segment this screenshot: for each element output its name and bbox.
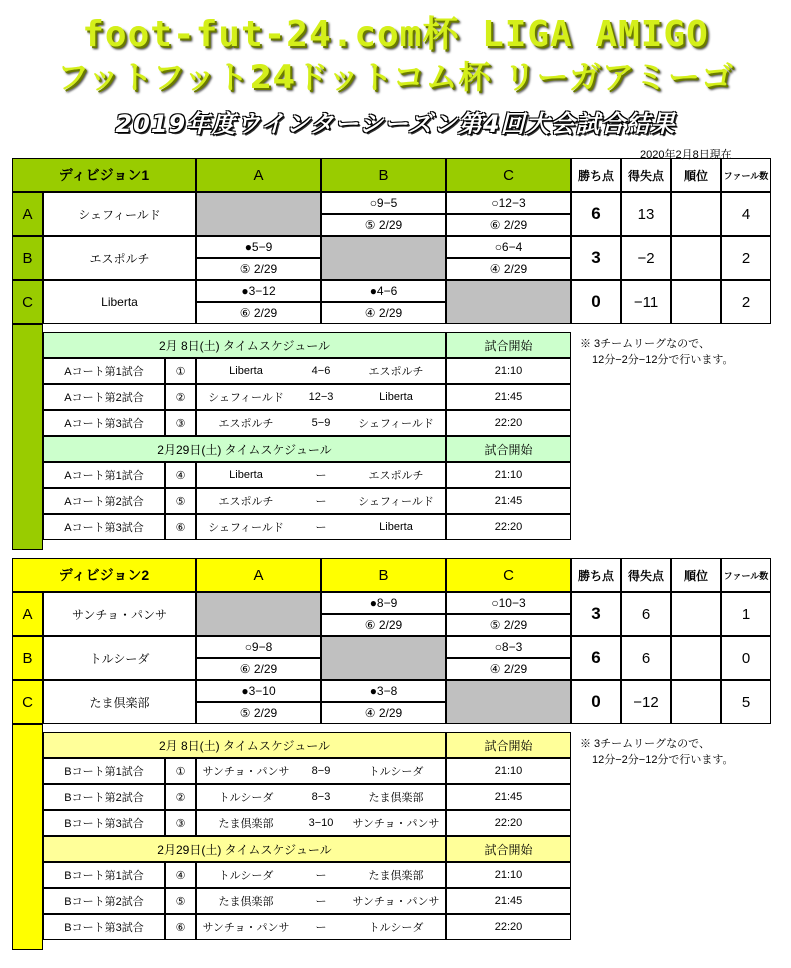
schedule-away-team: サンチョ・パンサ	[352, 818, 440, 830]
schedule-start-time: 21:10	[446, 358, 571, 384]
schedule-home-team: サンチョ・パンサ	[202, 922, 290, 934]
schedule-court: Aコート第2試合	[43, 488, 165, 514]
col-header-c: C	[446, 158, 571, 192]
schedule-away-team: シェフィールド	[358, 418, 434, 430]
col-header-c: C	[446, 558, 571, 592]
col-header-points: 勝ち点	[571, 558, 621, 592]
match-date: ⑤ 2/29	[446, 614, 571, 636]
schedule-title: 2月29日(土) タイムスケジュール	[43, 836, 446, 862]
schedule-court: Aコート第3試合	[43, 514, 165, 540]
schedule-match-frame	[196, 862, 446, 888]
schedule-match-frame	[196, 410, 446, 436]
schedule-start-header: 試合開始	[446, 436, 571, 462]
team-name: たま倶楽部	[43, 680, 196, 724]
schedule-match-number: ⑤	[165, 488, 196, 514]
schedule-match-number: ④	[165, 462, 196, 488]
match-date: ⑥ 2/29	[446, 214, 571, 236]
schedule-away-team: サンチョ・パンサ	[352, 896, 440, 908]
schedule-away-team: たま倶楽部	[368, 870, 424, 882]
col-header-goal-diff: 得失点	[621, 558, 671, 592]
schedule-match-frame	[196, 784, 446, 810]
schedule-match-frame	[196, 488, 446, 514]
team-name: サンチョ・パンサ	[43, 592, 196, 636]
schedule-start-header: 試合開始	[446, 332, 571, 358]
points-value: 3	[571, 592, 621, 636]
schedule-start-time: 22:20	[446, 810, 571, 836]
schedule-match-frame	[196, 384, 446, 410]
fouls-value: 0	[721, 636, 771, 680]
schedule-score: ー	[315, 922, 327, 934]
schedule-side-bar	[12, 324, 43, 550]
col-header-a: A	[196, 158, 321, 192]
self-match-cell	[321, 636, 446, 680]
schedule-court: Aコート第2試合	[43, 384, 165, 410]
rank-value	[671, 192, 721, 236]
col-header-rank: 順位	[671, 558, 721, 592]
schedule-match-frame	[196, 810, 446, 836]
match-result: ○8−3	[446, 636, 571, 658]
schedule-match-number: ①	[165, 358, 196, 384]
rank-value	[671, 236, 721, 280]
schedule-court: Bコート第1試合	[43, 758, 165, 784]
schedule-home-team: エスポルチ	[218, 418, 274, 430]
schedule-match-number: ③	[165, 810, 196, 836]
schedule-score: ー	[315, 496, 327, 508]
schedule-start-time: 22:20	[446, 514, 571, 540]
schedule-court: Aコート第1試合	[43, 462, 165, 488]
goal-diff-value: 6	[621, 592, 671, 636]
match-date: ⑤ 2/29	[321, 214, 446, 236]
team-name: トルシーダ	[43, 636, 196, 680]
schedule-score: ー	[315, 870, 327, 882]
schedule-match-number: ①	[165, 758, 196, 784]
schedule-home-team: Liberta	[229, 365, 263, 377]
self-match-cell	[446, 280, 571, 324]
schedule-court: Aコート第3試合	[43, 410, 165, 436]
fouls-value: 4	[721, 192, 771, 236]
schedule-court: Bコート第3試合	[43, 914, 165, 940]
match-date: ⑥ 2/29	[321, 614, 446, 636]
schedule-away-team: Liberta	[379, 391, 413, 403]
schedule-match-frame	[196, 914, 446, 940]
schedule-start-time: 21:45	[446, 384, 571, 410]
match-date: ④ 2/29	[321, 702, 446, 724]
schedule-title: 2月 8日(土) タイムスケジュール	[43, 332, 446, 358]
self-match-cell	[446, 680, 571, 724]
schedule-start-time: 21:45	[446, 888, 571, 914]
match-date: ⑤ 2/29	[196, 702, 321, 724]
col-header-fouls: ファール数	[721, 158, 771, 192]
schedule-away-team: エスポルチ	[368, 470, 424, 482]
schedule-court: Bコート第3試合	[43, 810, 165, 836]
schedule-score: ー	[315, 470, 327, 482]
schedule-match-number: ⑤	[165, 888, 196, 914]
team-name: シェフィールド	[43, 192, 196, 236]
schedule-start-header: 試合開始	[446, 732, 571, 758]
schedule-away-team: トルシーダ	[368, 766, 424, 778]
match-result: ●5−9	[196, 236, 321, 258]
team-name: エスポルチ	[43, 236, 196, 280]
schedule-note-line-1: ※ 3チームリーグなので、	[580, 338, 710, 350]
schedule-note-line-1: ※ 3チームリーグなので、	[580, 738, 710, 750]
col-header-rank: 順位	[671, 158, 721, 192]
schedule-score: ー	[315, 896, 327, 908]
fouls-value: 1	[721, 592, 771, 636]
match-result: ●3−12	[196, 280, 321, 302]
schedule-note-line-2: 12分−2分−12分で行います。	[592, 354, 734, 366]
schedule-score: 5−9	[311, 417, 331, 429]
schedule-home-team: たま倶楽部	[218, 896, 274, 908]
fouls-value: 2	[721, 280, 771, 324]
schedule-home-team: トルシーダ	[218, 870, 274, 882]
schedule-match-frame	[196, 462, 446, 488]
row-letter: C	[12, 280, 43, 324]
schedule-score: ー	[315, 522, 327, 534]
points-value: 0	[571, 680, 621, 724]
schedule-side-bar	[12, 724, 43, 950]
schedule-match-number: ④	[165, 862, 196, 888]
title-line-2: フットフット24ドットコム杯 リーガアミーゴ	[56, 58, 735, 96]
match-date: ⑥ 2/29	[196, 658, 321, 680]
schedule-title: 2月 8日(土) タイムスケジュール	[43, 732, 446, 758]
match-result: ●3−10	[196, 680, 321, 702]
schedule-score: 8−9	[311, 765, 331, 777]
schedule-court: Aコート第1試合	[43, 358, 165, 384]
rank-value	[671, 680, 721, 724]
self-match-cell	[196, 592, 321, 636]
match-date: ④ 2/29	[446, 658, 571, 680]
schedule-match-frame	[196, 514, 446, 540]
schedule-start-time: 21:10	[446, 758, 571, 784]
schedule-away-team: Liberta	[379, 521, 413, 533]
schedule-score: 4−6	[311, 365, 331, 377]
row-letter: B	[12, 236, 43, 280]
division-name: ディビジョン2	[12, 558, 196, 592]
self-match-cell	[196, 192, 321, 236]
schedule-score: 8−3	[311, 791, 331, 803]
schedule-home-team: エスポルチ	[218, 496, 274, 508]
match-result: ●3−8	[321, 680, 446, 702]
match-result: ○10−3	[446, 592, 571, 614]
row-letter: B	[12, 636, 43, 680]
schedule-home-team: シェフィールド	[208, 392, 284, 404]
match-date: ④ 2/29	[321, 302, 446, 324]
match-result: ●8−9	[321, 592, 446, 614]
schedule-court: Bコート第1試合	[43, 862, 165, 888]
schedule-match-frame	[196, 358, 446, 384]
row-letter: C	[12, 680, 43, 724]
schedule-start-time: 21:45	[446, 784, 571, 810]
schedule-title: 2月29日(土) タイムスケジュール	[43, 436, 446, 462]
schedule-home-team: Liberta	[229, 469, 263, 481]
schedule-home-team: サンチョ・パンサ	[202, 766, 290, 778]
division-name: ディビジョン1	[12, 158, 196, 192]
schedule-away-team: シェフィールド	[358, 496, 434, 508]
schedule-match-number: ③	[165, 410, 196, 436]
schedule-match-number: ②	[165, 384, 196, 410]
col-header-b: B	[321, 558, 446, 592]
fouls-value: 2	[721, 236, 771, 280]
match-result: ○9−8	[196, 636, 321, 658]
schedule-away-team: たま倶楽部	[368, 792, 424, 804]
team-name: Liberta	[43, 280, 196, 324]
points-value: 3	[571, 236, 621, 280]
schedule-match-frame	[196, 888, 446, 914]
schedule-start-time: 21:45	[446, 488, 571, 514]
title-line-3: 2019年度ウインターシーズン第4回大会試合結果	[115, 110, 676, 138]
schedule-score: 3−10	[308, 817, 334, 829]
rank-value	[671, 636, 721, 680]
schedule-home-team: トルシーダ	[218, 792, 274, 804]
col-header-b: B	[321, 158, 446, 192]
schedule-home-team: シェフィールド	[208, 522, 284, 534]
schedule-start-time: 22:20	[446, 410, 571, 436]
points-value: 0	[571, 280, 621, 324]
schedule-match-number: ⑥	[165, 514, 196, 540]
title-line-1: foot-fut-24.com杯 LIGA AMIGO	[82, 14, 709, 55]
schedule-start-time: 22:20	[446, 914, 571, 940]
row-letter: A	[12, 592, 43, 636]
match-result: ○6−4	[446, 236, 571, 258]
schedule-note-line-2: 12分−2分−12分で行います。	[592, 754, 734, 766]
points-value: 6	[571, 636, 621, 680]
fouls-value: 5	[721, 680, 771, 724]
match-result: ○9−5	[321, 192, 446, 214]
col-header-goal-diff: 得失点	[621, 158, 671, 192]
schedule-home-team: たま倶楽部	[218, 818, 274, 830]
schedule-match-frame	[196, 758, 446, 784]
col-header-a: A	[196, 558, 321, 592]
match-date: ⑥ 2/29	[196, 302, 321, 324]
rank-value	[671, 592, 721, 636]
schedule-start-header: 試合開始	[446, 836, 571, 862]
match-result: ●4−6	[321, 280, 446, 302]
schedule-match-number: ②	[165, 784, 196, 810]
col-header-points: 勝ち点	[571, 158, 621, 192]
row-letter: A	[12, 192, 43, 236]
schedule-court: Bコート第2試合	[43, 784, 165, 810]
self-match-cell	[321, 236, 446, 280]
col-header-fouls: ファール数	[721, 558, 771, 592]
match-date: ④ 2/29	[446, 258, 571, 280]
goal-diff-value: 6	[621, 636, 671, 680]
points-value: 6	[571, 192, 621, 236]
schedule-court: Bコート第2試合	[43, 888, 165, 914]
rank-value	[671, 280, 721, 324]
match-result: ○12−3	[446, 192, 571, 214]
goal-diff-value: −12	[621, 680, 671, 724]
schedule-start-time: 21:10	[446, 462, 571, 488]
goal-diff-value: 13	[621, 192, 671, 236]
as-of-date: 2020年2月8日現在	[640, 149, 732, 161]
goal-diff-value: −2	[621, 236, 671, 280]
schedule-score: 12−3	[308, 391, 334, 403]
schedule-match-number: ⑥	[165, 914, 196, 940]
schedule-start-time: 21:10	[446, 862, 571, 888]
goal-diff-value: −11	[621, 280, 671, 324]
schedule-away-team: トルシーダ	[368, 922, 424, 934]
schedule-away-team: エスポルチ	[368, 366, 424, 378]
match-date: ⑤ 2/29	[196, 258, 321, 280]
